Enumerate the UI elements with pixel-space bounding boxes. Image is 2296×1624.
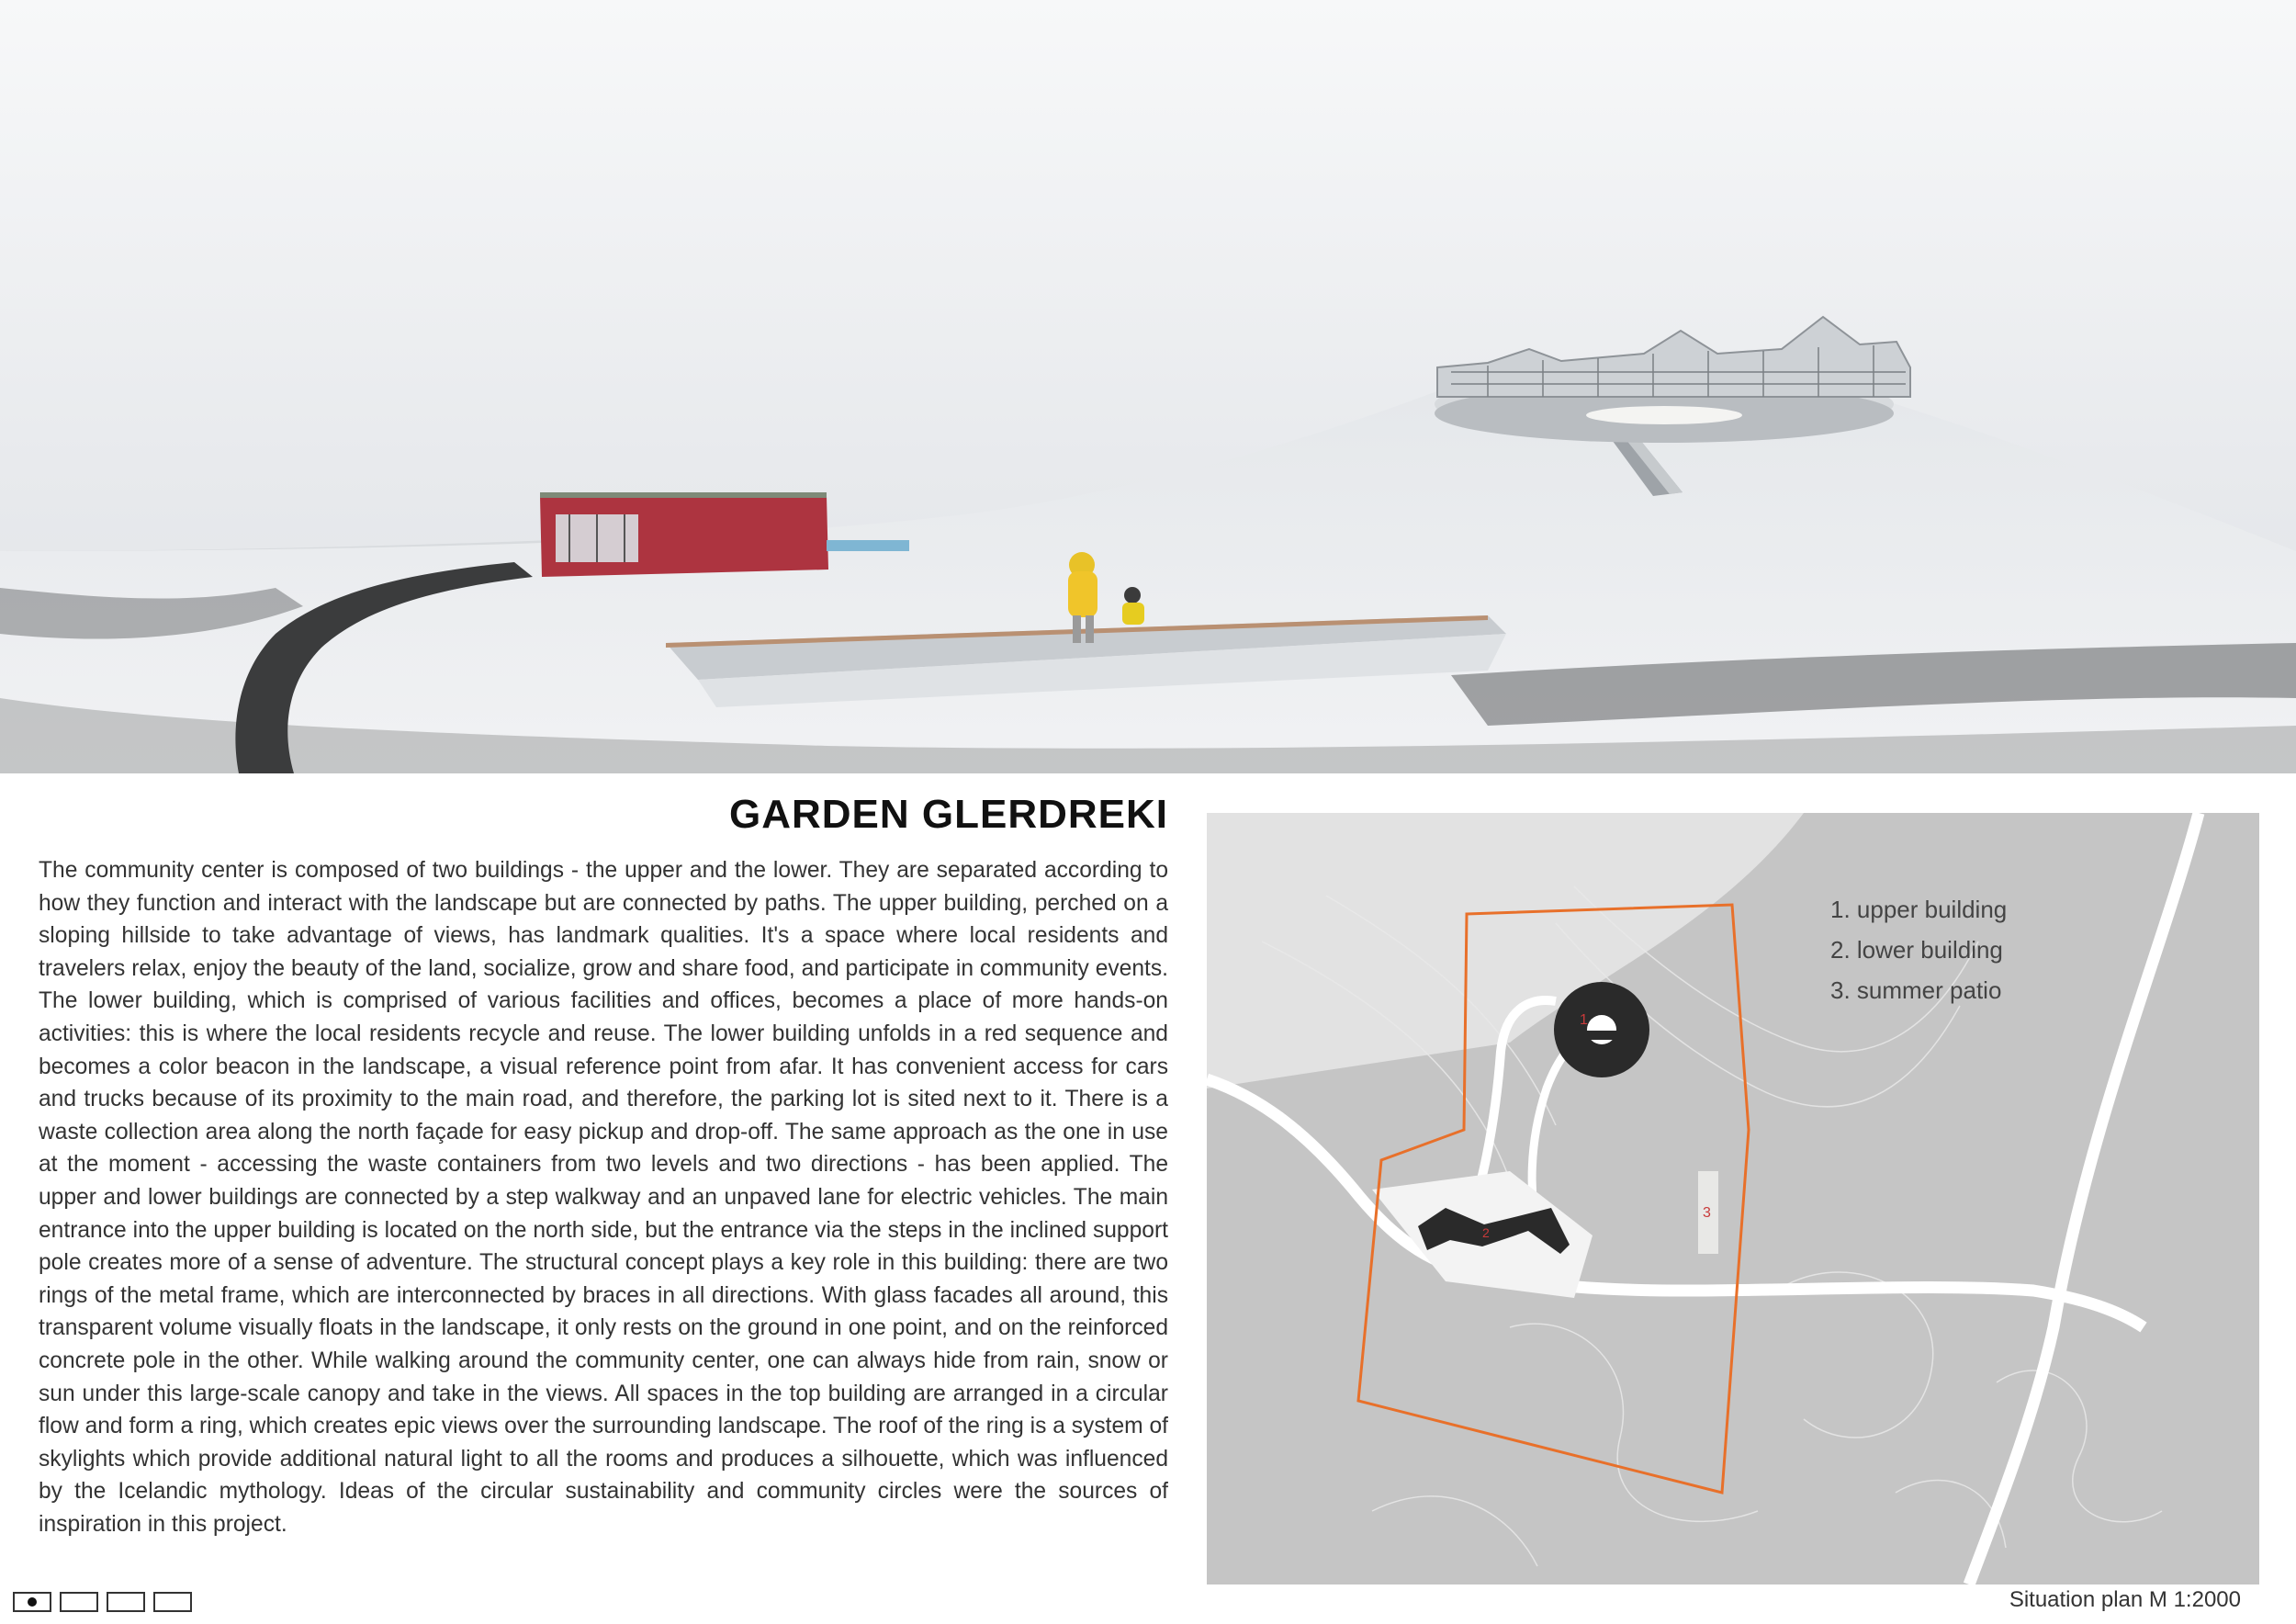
page-indicator [13, 1592, 192, 1612]
legend-item-upper-building: 1. upper building [1830, 896, 2008, 923]
upper-building-plan [1554, 982, 1649, 1077]
marker-1: 1 [1580, 1012, 1588, 1028]
plan-legend [1830, 889, 2007, 1010]
page-indicator-3[interactable] [107, 1592, 145, 1612]
project-description: The community center is composed of two buildings - the upper and the lower. They are separated according to how they function and interact with the landscape but are connected by paths. The upper building, perched on a sloping hillside to take advantage of views, has landmark qualities. It's a space where local residents and travelers relax, enjoy the beauty of the land, socialize, grow and share food, and participate in community events. The lower building, which is comprised of various facilities and offices, becomes a place of more hands-on activities: this is where the local residents recycle and reuse. The lower building unfolds in a red sequence and becomes a color beacon in the landscape, a visual reference point from afar. It has convenient access for cars and trucks because of its proximity to the main road, and therefore, the parking lot is sited next to it. There is a waste collection area along the north façade for easy pickup and drop-off. The same approach as the one in use at the moment - accessing the waste containers from two levels and two directions - has been applied. The upper and lower buildings are connected by a step walkway and an unpaved lane for electric vehicles. The main entrance into the upper building is located on the north side, but the entrance via the steps in the inclined support pole creates more of a sense of adventure. The structural concept plays a key role in this building: there are two rings of the metal frame, which are interconnected by braces in all directions. With glass facades all around, this transparent volume visually floats in the landscape, it only rests on the ground in one point, and on the reinforced concrete pole in the other. While walking around the community center, one can always hide from rain, snow or sun under this large-scale canopy and take in the views. All spaces in the top building are arranged in a circular flow and form a ring, which creates epic views over the surrounding landscape. The roof of the ring is a system of skylights which provide additional natural light to all the rooms and produces a silhouette, which was influenced by the Icelandic mythology. Ideas of the circular sustainability and community circles were the sources of inspiration in this project. [39, 858, 1168, 1537]
page-indicator-4[interactable] [153, 1592, 192, 1612]
project-title: GARDEN GLERDREKI [728, 792, 1168, 837]
legend-item-lower-building: 2. lower building [1830, 936, 2003, 964]
hero-rendering [0, 0, 2296, 773]
marker-2: 2 [1482, 1225, 1490, 1240]
marker-3: 3 [1703, 1205, 1711, 1221]
situation-plan [1207, 813, 2259, 1585]
plan-caption: Situation plan M 1:2000 [2009, 1587, 2241, 1612]
page-indicator-2[interactable] [60, 1592, 98, 1612]
page-indicator-1[interactable] [13, 1592, 51, 1612]
legend-item-summer-patio: 3. summer patio [1830, 976, 2002, 1004]
